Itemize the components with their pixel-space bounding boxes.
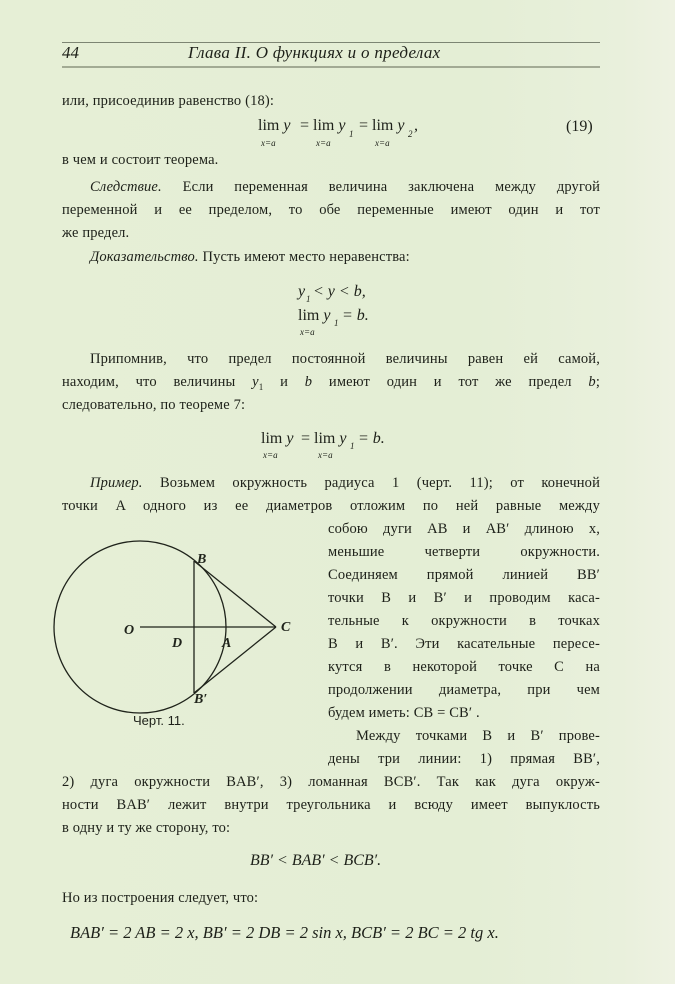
text-line: находим, что величины $y_1$ и b имеют один и тот же предел b;	[62, 374, 600, 392]
side-line: тельные к окружности в точках	[328, 613, 600, 629]
label-O: O	[124, 623, 135, 638]
text-line: же предел.	[62, 225, 130, 241]
corollary-line: Следствие. Если переменная величина заключена между другой	[90, 179, 600, 195]
chapter-title: Глава II. О функциях и о пределах	[188, 43, 441, 62]
corollary-label: Следствие.	[90, 179, 162, 195]
tangent-B-prime-C	[194, 627, 276, 693]
side-line: собою дуги AB и AB′ длиною x,	[328, 521, 600, 537]
side-line: продолжении диаметра, при чем	[328, 682, 600, 698]
side-line: кутся в некоторой точке C на	[328, 659, 600, 675]
side-line: B и B′. Эти касательные пересе-	[328, 636, 600, 652]
text-line: следовательно, по теореме 7:	[62, 397, 246, 413]
side-line: Соединяем прямой линией BB′	[328, 567, 600, 583]
book-page: 44 Глава II. О функциях и о пределах или, присоединив равенство (18): lim y = lim y 1 = lim y 2 , x=a x=a x=a (19) в чем и состоит теорема. Следствие. Если переменная величина заключена между другой переменной и ее пределом, то обе переменные имеют один и тот же предел. Доказательство. Пусть имеют место неравенства: y 1 < y < b, lim y 1 = b. x=a Припомнив, что предел постоянной величины равен ей самой, находим, что величины $y_1$ и b имеют один и тот же предел b; следовательно, по теореме 7: lim y = lim y 1 = b. x=a x=a Пример. Возьмем окружность радиуса 1 (черт. 11); от конечной точки A одного из ее диаметров отложим по ней равные между собою дуги AB и AB′ длиною x, меньшие четверти окружности. Соединяем прямой линией BB′ точки B и B′ и проводим каса- тельные к окружности в точках B и B′. Эти касательные пересе- кутся в некоторой точке C на продолжении диаметра, при чем будем иметь: CB = CB′ . Между точками B и B′ прове- дены три линии: 1) прямая BB′, O D A B B′ C Черт. 11. 2) дуга окружности BAB′, 3) ломанная BCB′. Так как дуга окруж- ности BAB′ лежит внутри треугольника и всюду имеет выпуклость в одну и ту же сторону, то: BB′ < BAB′ < BCB′. Но из построения следует, что: BAB′ = 2 AB = 2 x, BB′ = 2 DB = 2 sin x, BCB′ = 2 BC = 2 tg x.	[0, 0, 675, 984]
page-number: 44	[62, 43, 79, 62]
label-B: B	[197, 552, 207, 567]
figure-caption: Черт. 11.	[133, 713, 185, 728]
text-line: 2) дуга окружности BAB′, 3) ломанная BCB′. Так как дуга окруж-	[62, 774, 600, 790]
proof-label: Доказательство.	[90, 249, 199, 265]
label-C: C	[281, 620, 291, 635]
equation-number: (19)	[566, 118, 593, 135]
example-label: Пример.	[90, 475, 143, 491]
side-line: точки B и B′ и проводим каса-	[328, 590, 600, 606]
final-equation: BAB′ = 2 AB = 2 x, BB′ = 2 DB = 2 sin x, BCB′ = 2 BC = 2 tg x.	[70, 923, 499, 942]
text-line: ности BAB′ лежит внутри треугольника и всюду имеет выпуклость	[62, 797, 600, 813]
side-line: меньшие четверти окружности.	[328, 544, 600, 560]
text-line: в чем и состоит теорема.	[62, 152, 219, 168]
text-line: Но из построения следует, что:	[62, 890, 259, 906]
tangent-BC	[194, 561, 276, 627]
label-A: A	[222, 636, 232, 651]
side-line: дены три линии: 1) прямая BB′,	[328, 751, 600, 767]
text-line: или, присоединив равенство (18):	[62, 93, 275, 109]
text-line: переменной и ее пределом, то обе переменные имеют один и тот	[62, 202, 600, 218]
side-line: будем иметь: CB = CB′ .	[328, 705, 480, 721]
inequality-chain: BB′ < BAB′ < BCB′.	[250, 852, 382, 869]
proof-line: Доказательство. Пусть имеют место неравенства:	[90, 249, 410, 265]
text-line: Припомнив, что предел постоянной величины равен ей самой,	[90, 351, 600, 367]
label-D: D	[172, 636, 183, 651]
text-line: в одну и ту же сторону, то:	[62, 820, 231, 836]
text-line: точки A одного из ее диаметров отложим по ней равные между	[62, 498, 600, 514]
side-line: Между точками B и B′ прове-	[356, 728, 600, 744]
example-line: Пример. Возьмем окружность радиуса 1 (черт. 11); от конечной	[90, 475, 600, 491]
label-B-prime: B′	[194, 692, 208, 707]
